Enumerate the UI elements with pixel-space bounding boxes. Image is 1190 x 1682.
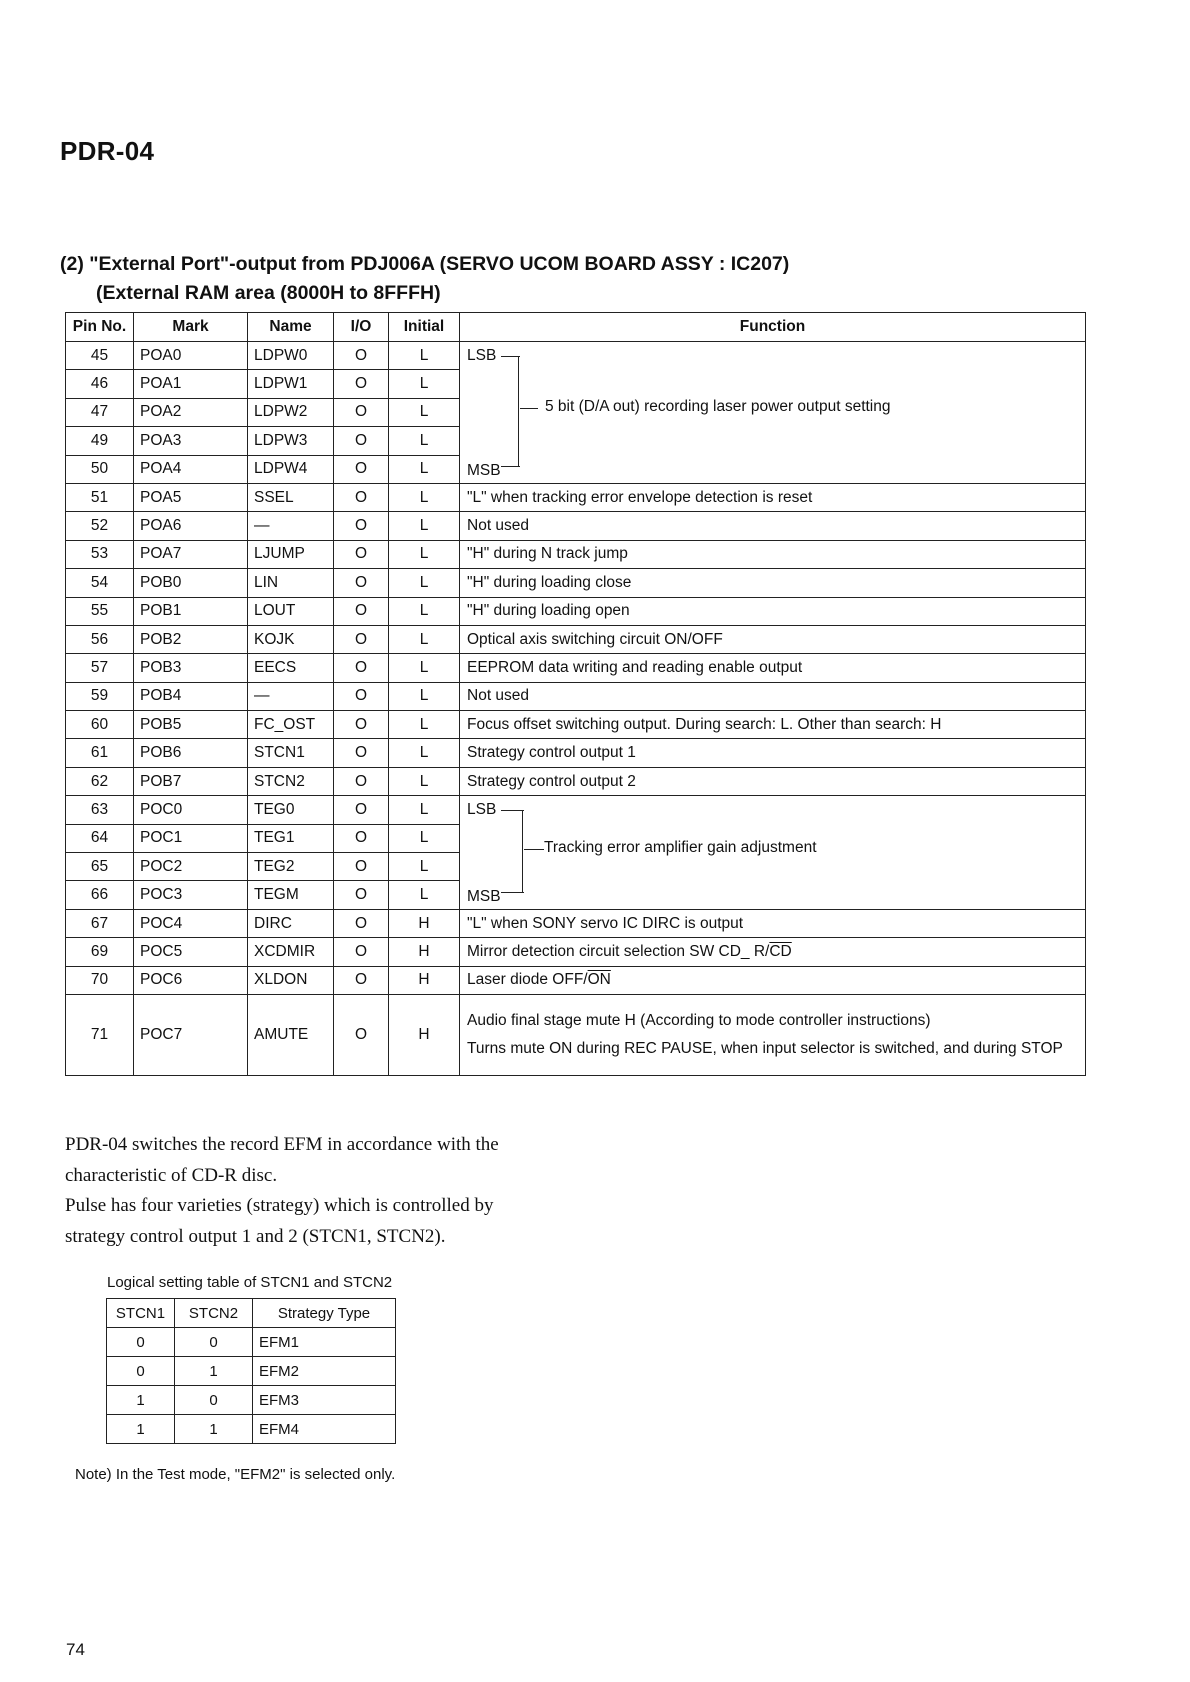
io-cell: O (334, 966, 389, 994)
io-cell: O (334, 540, 389, 568)
mark-cell: POC4 (134, 909, 248, 937)
tracking-gain-lsb-tick (501, 810, 524, 811)
header-io: I/O (334, 313, 389, 342)
name-cell: LJUMP (248, 540, 334, 568)
pin-cell: 60 (66, 711, 134, 739)
name-cell: TEG2 (248, 853, 334, 881)
laser-power-arrow-line (520, 408, 538, 409)
function-cell: "H" during N track jump (460, 540, 1086, 568)
initial-cell: L (389, 682, 460, 710)
initial-cell: L (389, 654, 460, 682)
test-mode-note: Note) In the Test mode, "EFM2" is selected only. (75, 1466, 396, 1483)
io-cell: O (334, 483, 389, 511)
table-row (66, 540, 1086, 568)
initial-cell: L (389, 569, 460, 597)
name-cell: TEGM (248, 881, 334, 909)
function-cell: "H" during loading close (460, 569, 1086, 597)
table-row (66, 483, 1086, 511)
io-cell: O (334, 654, 389, 682)
initial-cell: H (389, 938, 460, 966)
strategy-type-cell: EFM3 (253, 1386, 396, 1415)
table-row (66, 512, 1086, 540)
laser-power-group-cell (460, 342, 1086, 484)
function-cell: EEPROM data writing and reading enable output (460, 654, 1086, 682)
io-cell: O (334, 881, 389, 909)
io-cell: O (334, 455, 389, 483)
initial-cell: L (389, 796, 460, 824)
strategy-type-cell: EFM4 (253, 1415, 396, 1444)
mark-cell: POA1 (134, 370, 248, 398)
section-heading (60, 250, 789, 308)
name-cell: LDPW4 (248, 455, 334, 483)
function-line1: Audio final stage mute H (According to mode controller instructions) (467, 1011, 931, 1029)
stcn2-cell: 0 (175, 1386, 253, 1415)
initial-cell: L (389, 767, 460, 795)
paragraph-line: characteristic of CD-R disc. (65, 1164, 278, 1186)
function-text-overlined: $\overline{ON}$ (587, 971, 611, 989)
pin-cell: 55 (66, 597, 134, 625)
mark-cell: POB2 (134, 625, 248, 653)
function-cell: "L" when tracking error envelope detection is reset (460, 483, 1086, 511)
initial-cell: L (389, 824, 460, 852)
mark-cell: POB4 (134, 682, 248, 710)
function-cell (460, 938, 1086, 966)
function-line2: Turns mute ON during REC PAUSE, when input selector is switched, and during STOP (467, 1039, 1063, 1057)
section-heading-line1: (2) "External Port"-output from PDJ006A (SERVO UCOM BOARD ASSY : IC207) (60, 253, 790, 275)
pin-cell: 67 (66, 909, 134, 937)
header-stcn2: STCN2 (175, 1299, 253, 1328)
function-cell: Strategy control output 1 (460, 739, 1086, 767)
header-stcn1: STCN1 (107, 1299, 175, 1328)
name-cell: EECS (248, 654, 334, 682)
io-cell: O (334, 625, 389, 653)
header-strategy-type: Strategy Type (253, 1299, 396, 1328)
tracking-gain-arrow-line (524, 849, 544, 850)
laser-power-lsb-label: LSB (467, 347, 497, 364)
paragraph-line: PDR-04 switches the record EFM in accordance with the (65, 1134, 499, 1155)
pin-cell: 70 (66, 966, 134, 994)
name-cell: STCN1 (248, 739, 334, 767)
initial-cell: L (389, 597, 460, 625)
pin-cell: 46 (66, 370, 134, 398)
paragraph-line: strategy control output 1 and 2 (STCN1, STCN2). (65, 1225, 446, 1247)
table-row (66, 966, 1086, 994)
function-cell (460, 966, 1086, 994)
io-cell: O (334, 711, 389, 739)
initial-cell: L (389, 540, 460, 568)
initial-cell: L (389, 625, 460, 653)
paragraph-line: Pulse has four varieties (strategy) which is controlled by (65, 1195, 494, 1216)
table-row (107, 1357, 396, 1386)
mark-cell: POA7 (134, 540, 248, 568)
mark-cell: POC3 (134, 881, 248, 909)
initial-cell: L (389, 455, 460, 483)
stcn2-cell: 0 (175, 1328, 253, 1357)
io-cell: O (334, 909, 389, 937)
table-row (66, 796, 1086, 824)
initial-cell: L (389, 427, 460, 455)
mark-cell: POC6 (134, 966, 248, 994)
initial-cell: L (389, 483, 460, 511)
io-cell: O (334, 739, 389, 767)
name-cell: LDPW0 (248, 342, 334, 370)
io-cell: O (334, 938, 389, 966)
pin-cell: 45 (66, 342, 134, 370)
logic-table-caption: Logical setting table of STCN1 and STCN2 (107, 1274, 393, 1291)
header-initial: Initial (389, 313, 460, 342)
name-cell: SSEL (248, 483, 334, 511)
io-cell: O (334, 569, 389, 597)
function-cell: Strategy control output 2 (460, 767, 1086, 795)
table-row (66, 739, 1086, 767)
mark-cell: POA2 (134, 398, 248, 426)
table-row (66, 938, 1086, 966)
initial-cell: H (389, 966, 460, 994)
mark-cell: POC5 (134, 938, 248, 966)
header-name: Name (248, 313, 334, 342)
table-row (66, 342, 1086, 370)
name-cell: STCN2 (248, 767, 334, 795)
table-row (107, 1386, 396, 1415)
table-row (66, 767, 1086, 795)
stcn2-cell: 1 (175, 1357, 253, 1386)
pin-cell: 69 (66, 938, 134, 966)
port-table-header-row (66, 313, 1086, 342)
section-heading-line2: (External RAM area (8000H to 8FFFH) (96, 282, 441, 304)
name-cell: FC_OST (248, 711, 334, 739)
table-row (66, 909, 1086, 937)
function-cell: Optical axis switching circuit ON/OFF (460, 625, 1086, 653)
pin-cell: 62 (66, 767, 134, 795)
name-cell: KOJK (248, 625, 334, 653)
mark-cell: POC0 (134, 796, 248, 824)
name-cell: DIRC (248, 909, 334, 937)
name-cell: LDPW1 (248, 370, 334, 398)
stcn1-cell: 0 (107, 1357, 175, 1386)
pin-cell: 51 (66, 483, 134, 511)
stcn1-cell: 1 (107, 1386, 175, 1415)
pin-cell: 61 (66, 739, 134, 767)
function-text: Laser diode OFF/ (467, 971, 588, 989)
name-cell: LIN (248, 569, 334, 597)
pin-cell: 49 (66, 427, 134, 455)
mark-cell: POB0 (134, 569, 248, 597)
name-cell: AMUTE (248, 994, 334, 1075)
logic-setting-table (106, 1298, 396, 1444)
pin-cell: 52 (66, 512, 134, 540)
function-cell: Focus offset switching output. During search: L. Other than search: H (460, 711, 1086, 739)
function-text-overlined: $\overline{CD}$ (769, 942, 792, 960)
strategy-type-cell: EFM1 (253, 1328, 396, 1357)
io-cell: O (334, 796, 389, 824)
table-row (66, 569, 1086, 597)
pin-cell: 64 (66, 824, 134, 852)
mark-cell: POB3 (134, 654, 248, 682)
table-row (66, 711, 1086, 739)
initial-cell: H (389, 994, 460, 1075)
external-port-table (65, 312, 1086, 1076)
pin-cell: 53 (66, 540, 134, 568)
mark-cell: POA3 (134, 427, 248, 455)
table-row (107, 1328, 396, 1357)
laser-power-description: 5 bit (D/A out) recording laser power output setting (545, 398, 891, 415)
table-row (66, 625, 1086, 653)
pin-cell: 65 (66, 853, 134, 881)
stcn1-cell: 1 (107, 1415, 175, 1444)
pin-cell: 50 (66, 455, 134, 483)
tracking-gain-description: Tracking error amplifier gain adjustment (544, 839, 817, 857)
initial-cell: L (389, 370, 460, 398)
strategy-paragraph (65, 1130, 625, 1252)
name-cell: — (248, 682, 334, 710)
io-cell: O (334, 427, 389, 455)
table-row (66, 682, 1086, 710)
io-cell: O (334, 824, 389, 852)
table-row (66, 994, 1086, 1075)
function-cell: Not used (460, 682, 1086, 710)
io-cell: O (334, 767, 389, 795)
mark-cell: POA6 (134, 512, 248, 540)
io-cell: O (334, 512, 389, 540)
io-cell: O (334, 853, 389, 881)
name-cell: — (248, 512, 334, 540)
logic-table-header-row (107, 1299, 396, 1328)
io-cell: O (334, 994, 389, 1075)
initial-cell: L (389, 853, 460, 881)
initial-cell: L (389, 711, 460, 739)
pin-cell: 59 (66, 682, 134, 710)
mark-cell: POA0 (134, 342, 248, 370)
tracking-gain-msb-tick (501, 892, 524, 893)
header-function: Function (460, 313, 1086, 342)
pin-cell: 54 (66, 569, 134, 597)
name-cell: TEG1 (248, 824, 334, 852)
pin-cell: 56 (66, 625, 134, 653)
header-pin-no: Pin No. (66, 313, 134, 342)
stcn1-cell: 0 (107, 1328, 175, 1357)
mark-cell: POA5 (134, 483, 248, 511)
mark-cell: POB5 (134, 711, 248, 739)
table-row (66, 654, 1086, 682)
tracking-gain-msb-label: MSB (467, 887, 501, 905)
pin-cell: 57 (66, 654, 134, 682)
table-row (66, 597, 1086, 625)
mark-cell: POB7 (134, 767, 248, 795)
tracking-gain-group-cell (460, 796, 1086, 910)
mark-cell: POC7 (134, 994, 248, 1075)
mark-cell: POC2 (134, 853, 248, 881)
document-title: PDR-04 (60, 136, 155, 166)
io-cell: O (334, 398, 389, 426)
table-row (107, 1415, 396, 1444)
name-cell: XCDMIR (248, 938, 334, 966)
io-cell: O (334, 682, 389, 710)
function-cell: "H" during loading open (460, 597, 1086, 625)
function-text: Mirror detection circuit selection SW CD_ R/ (467, 942, 770, 960)
name-cell: LOUT (248, 597, 334, 625)
mark-cell: POB1 (134, 597, 248, 625)
pin-cell: 47 (66, 398, 134, 426)
initial-cell: L (389, 739, 460, 767)
name-cell: LDPW3 (248, 427, 334, 455)
mark-cell: POB6 (134, 739, 248, 767)
laser-power-msb-label: MSB (467, 461, 501, 479)
name-cell: TEG0 (248, 796, 334, 824)
tracking-gain-bracket (522, 810, 523, 892)
name-cell: XLDON (248, 966, 334, 994)
initial-cell: H (389, 909, 460, 937)
name-cell: LDPW2 (248, 398, 334, 426)
function-cell (460, 994, 1086, 1075)
initial-cell: L (389, 512, 460, 540)
strategy-type-cell: EFM2 (253, 1357, 396, 1386)
pin-cell: 71 (66, 994, 134, 1075)
pin-cell: 63 (66, 796, 134, 824)
function-cell: Not used (460, 512, 1086, 540)
pin-cell: 66 (66, 881, 134, 909)
laser-power-bracket (518, 356, 519, 466)
io-cell: O (334, 597, 389, 625)
laser-power-msb-tick (501, 466, 520, 467)
io-cell: O (334, 342, 389, 370)
function-cell: "L" when SONY servo IC DIRC is output (460, 909, 1086, 937)
header-mark: Mark (134, 313, 248, 342)
initial-cell: L (389, 342, 460, 370)
stcn2-cell: 1 (175, 1415, 253, 1444)
initial-cell: L (389, 398, 460, 426)
page-number: 74 (66, 1640, 85, 1659)
mark-cell: POC1 (134, 824, 248, 852)
tracking-gain-lsb-label: LSB (467, 801, 497, 819)
mark-cell: POA4 (134, 455, 248, 483)
initial-cell: L (389, 881, 460, 909)
io-cell: O (334, 370, 389, 398)
